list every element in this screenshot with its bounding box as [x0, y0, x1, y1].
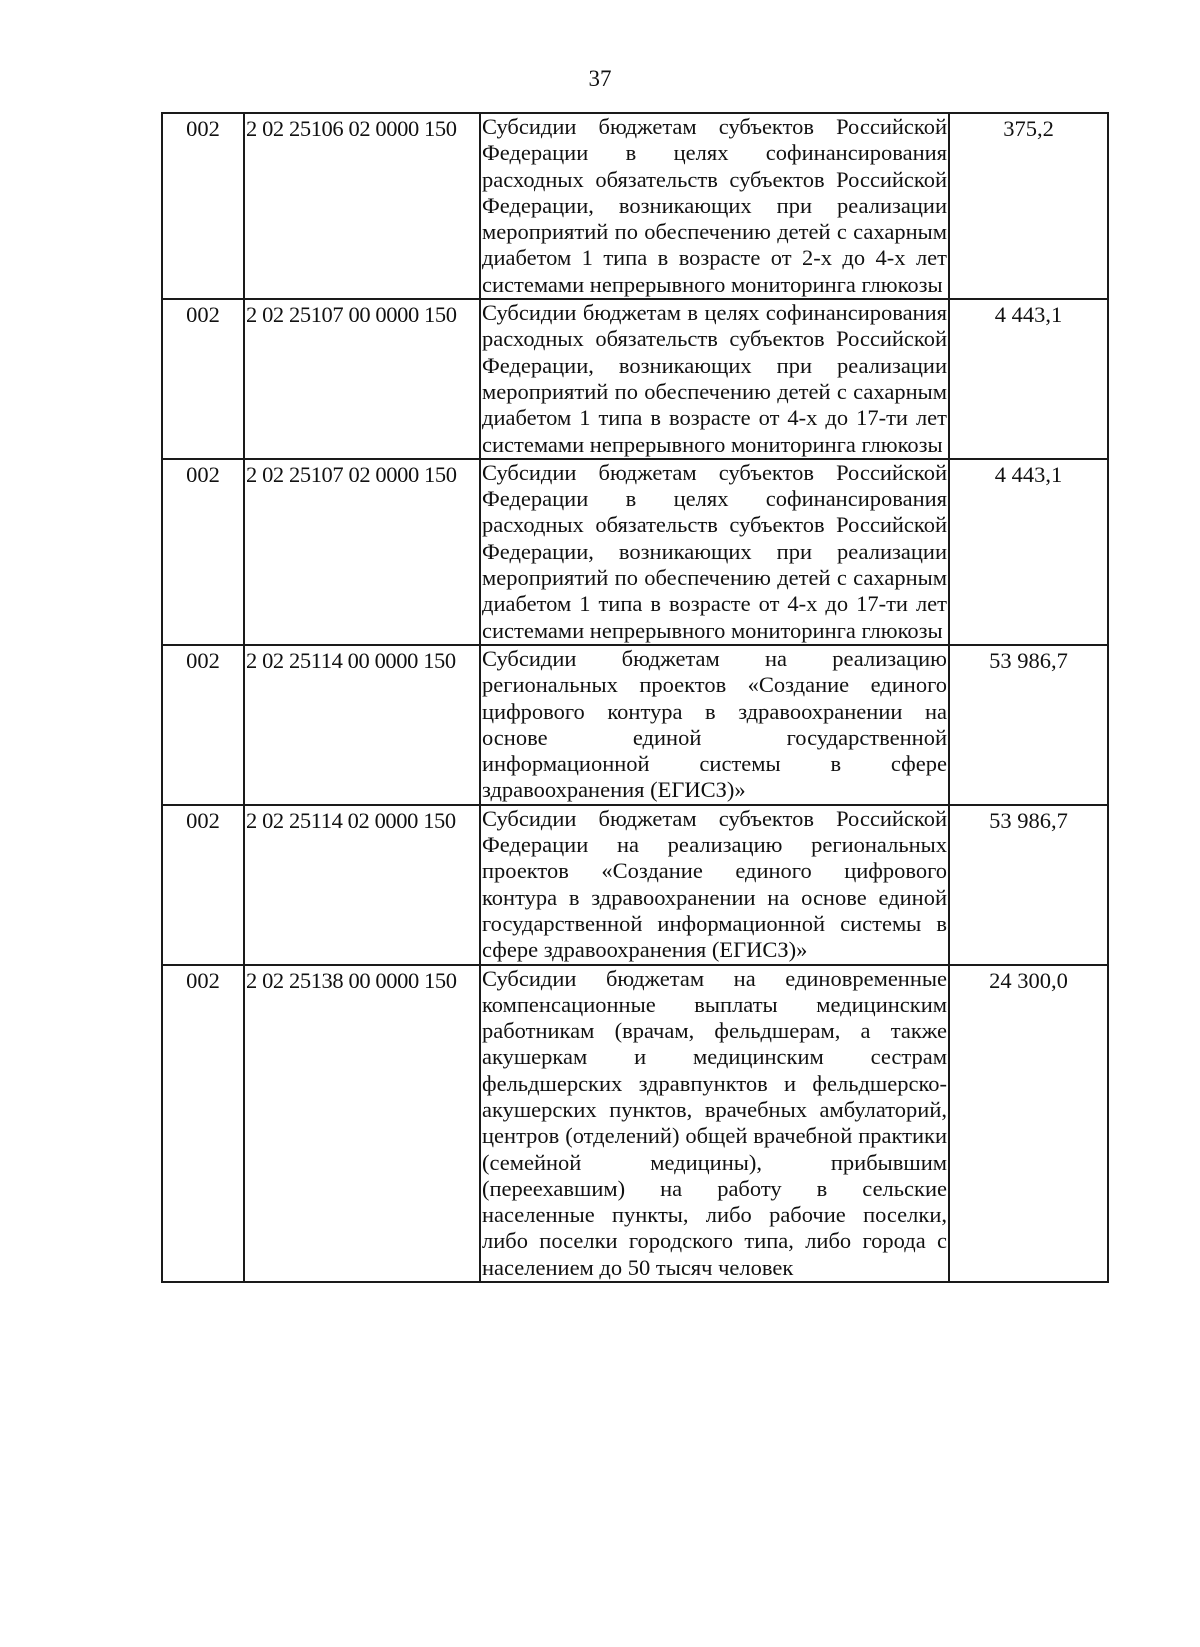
table-row — [162, 113, 1108, 299]
amount-cell: 4 443,1 — [949, 299, 1108, 459]
budget-classification-code-cell: 2 02 25138 00 0000 150 — [244, 965, 480, 1283]
budget-classification-code-cell: 2 02 25106 02 0000 150 — [244, 113, 480, 299]
table-row — [162, 965, 1108, 1283]
revenue-name-text: Субсидии бюджетам в целях софинансирования расходных обязательств субъектов Российской Федерации, возникающих при реализации мероприятий по обеспечению детей с сахарным диабетом 1 типа в возрасте от 4-х до 17-ти лет системами непрерывного мониторинга глюкозы — [482, 300, 947, 457]
amount-cell: 375,2 — [949, 113, 1108, 299]
budget-classification-code-cell: 2 02 25114 02 0000 150 — [244, 805, 480, 965]
revenue-name-cell — [480, 805, 949, 965]
budget-classification-code-cell: 2 02 25107 00 0000 150 — [244, 299, 480, 459]
administrator-code-cell: 002 — [162, 965, 244, 1283]
amount-cell: 4 443,1 — [949, 459, 1108, 645]
revenue-name-cell — [480, 965, 949, 1283]
revenue-name-cell — [480, 299, 949, 459]
administrator-code-cell: 002 — [162, 645, 244, 805]
administrator-code-cell: 002 — [162, 299, 244, 459]
administrator-code-cell: 002 — [162, 113, 244, 299]
revenue-name-cell — [480, 459, 949, 645]
administrator-code-cell: 002 — [162, 459, 244, 645]
revenue-name-cell — [480, 645, 949, 805]
revenue-name-text: Субсидии бюджетам субъектов Российской Федерации в целях софинансирования расходных обязательств субъектов Российской Федерации, возникающих при реализации мероприятий по обеспечению детей с сахарным диабетом 1 типа в возрасте от 2-х до 4-х лет системами непрерывного мониторинга глюкозы — [482, 114, 947, 297]
amount-cell: 53 986,7 — [949, 645, 1108, 805]
table-row — [162, 459, 1108, 645]
revenue-name-text: Субсидии бюджетам на реализацию региональных проектов «Создание единого цифрового контура в здравоохранении на основе единой государственной информационной системы в сфере здравоохранения (ЕГИСЗ)» — [482, 645, 947, 803]
table-row — [162, 645, 1108, 805]
revenue-name-cell — [480, 113, 949, 299]
revenue-name-text: Субсидии бюджетам на единовременные компенсационные выплаты медицинским работникам (врачам, фельдшерам, а также акушеркам и медицинским сестрам фельдшерских здравпунктов и фельдшерско-акушерских пунктов, врачебных амбулаторий, центров (отделений) общей врачебной практики (семейной медицины), прибывшим (переехавшим) на работу в сельские населенные пункты, либо рабочие поселки, либо поселки городского типа, либо города с населением до 50 тысяч человек — [482, 965, 947, 1280]
revenue-name-text: Субсидии бюджетам субъектов Российской Федерации на реализацию региональных проектов «Создание единого цифрового контура в здравоохранении на основе единой государственной информационной системы в сфере здравоохранения (ЕГИСЗ)» — [482, 805, 947, 963]
administrator-code-cell: 002 — [162, 805, 244, 965]
page-number: 37 — [588, 66, 612, 91]
table-row — [162, 299, 1108, 459]
revenue-classification-table — [161, 112, 1109, 1283]
budget-classification-code-cell: 2 02 25114 00 0000 150 — [244, 645, 480, 805]
budget-classification-code-cell: 2 02 25107 02 0000 150 — [244, 459, 480, 645]
revenue-name-text: Субсидии бюджетам субъектов Российской Федерации в целях софинансирования расходных обязательств субъектов Российской Федерации, возникающих при реализации мероприятий по обеспечению детей с сахарным диабетом 1 типа в возрасте от 4-х до 17-ти лет системами непрерывного мониторинга глюкозы — [482, 459, 947, 643]
amount-cell: 53 986,7 — [949, 805, 1108, 965]
amount-cell: 24 300,0 — [949, 965, 1108, 1283]
table-row — [162, 805, 1108, 965]
